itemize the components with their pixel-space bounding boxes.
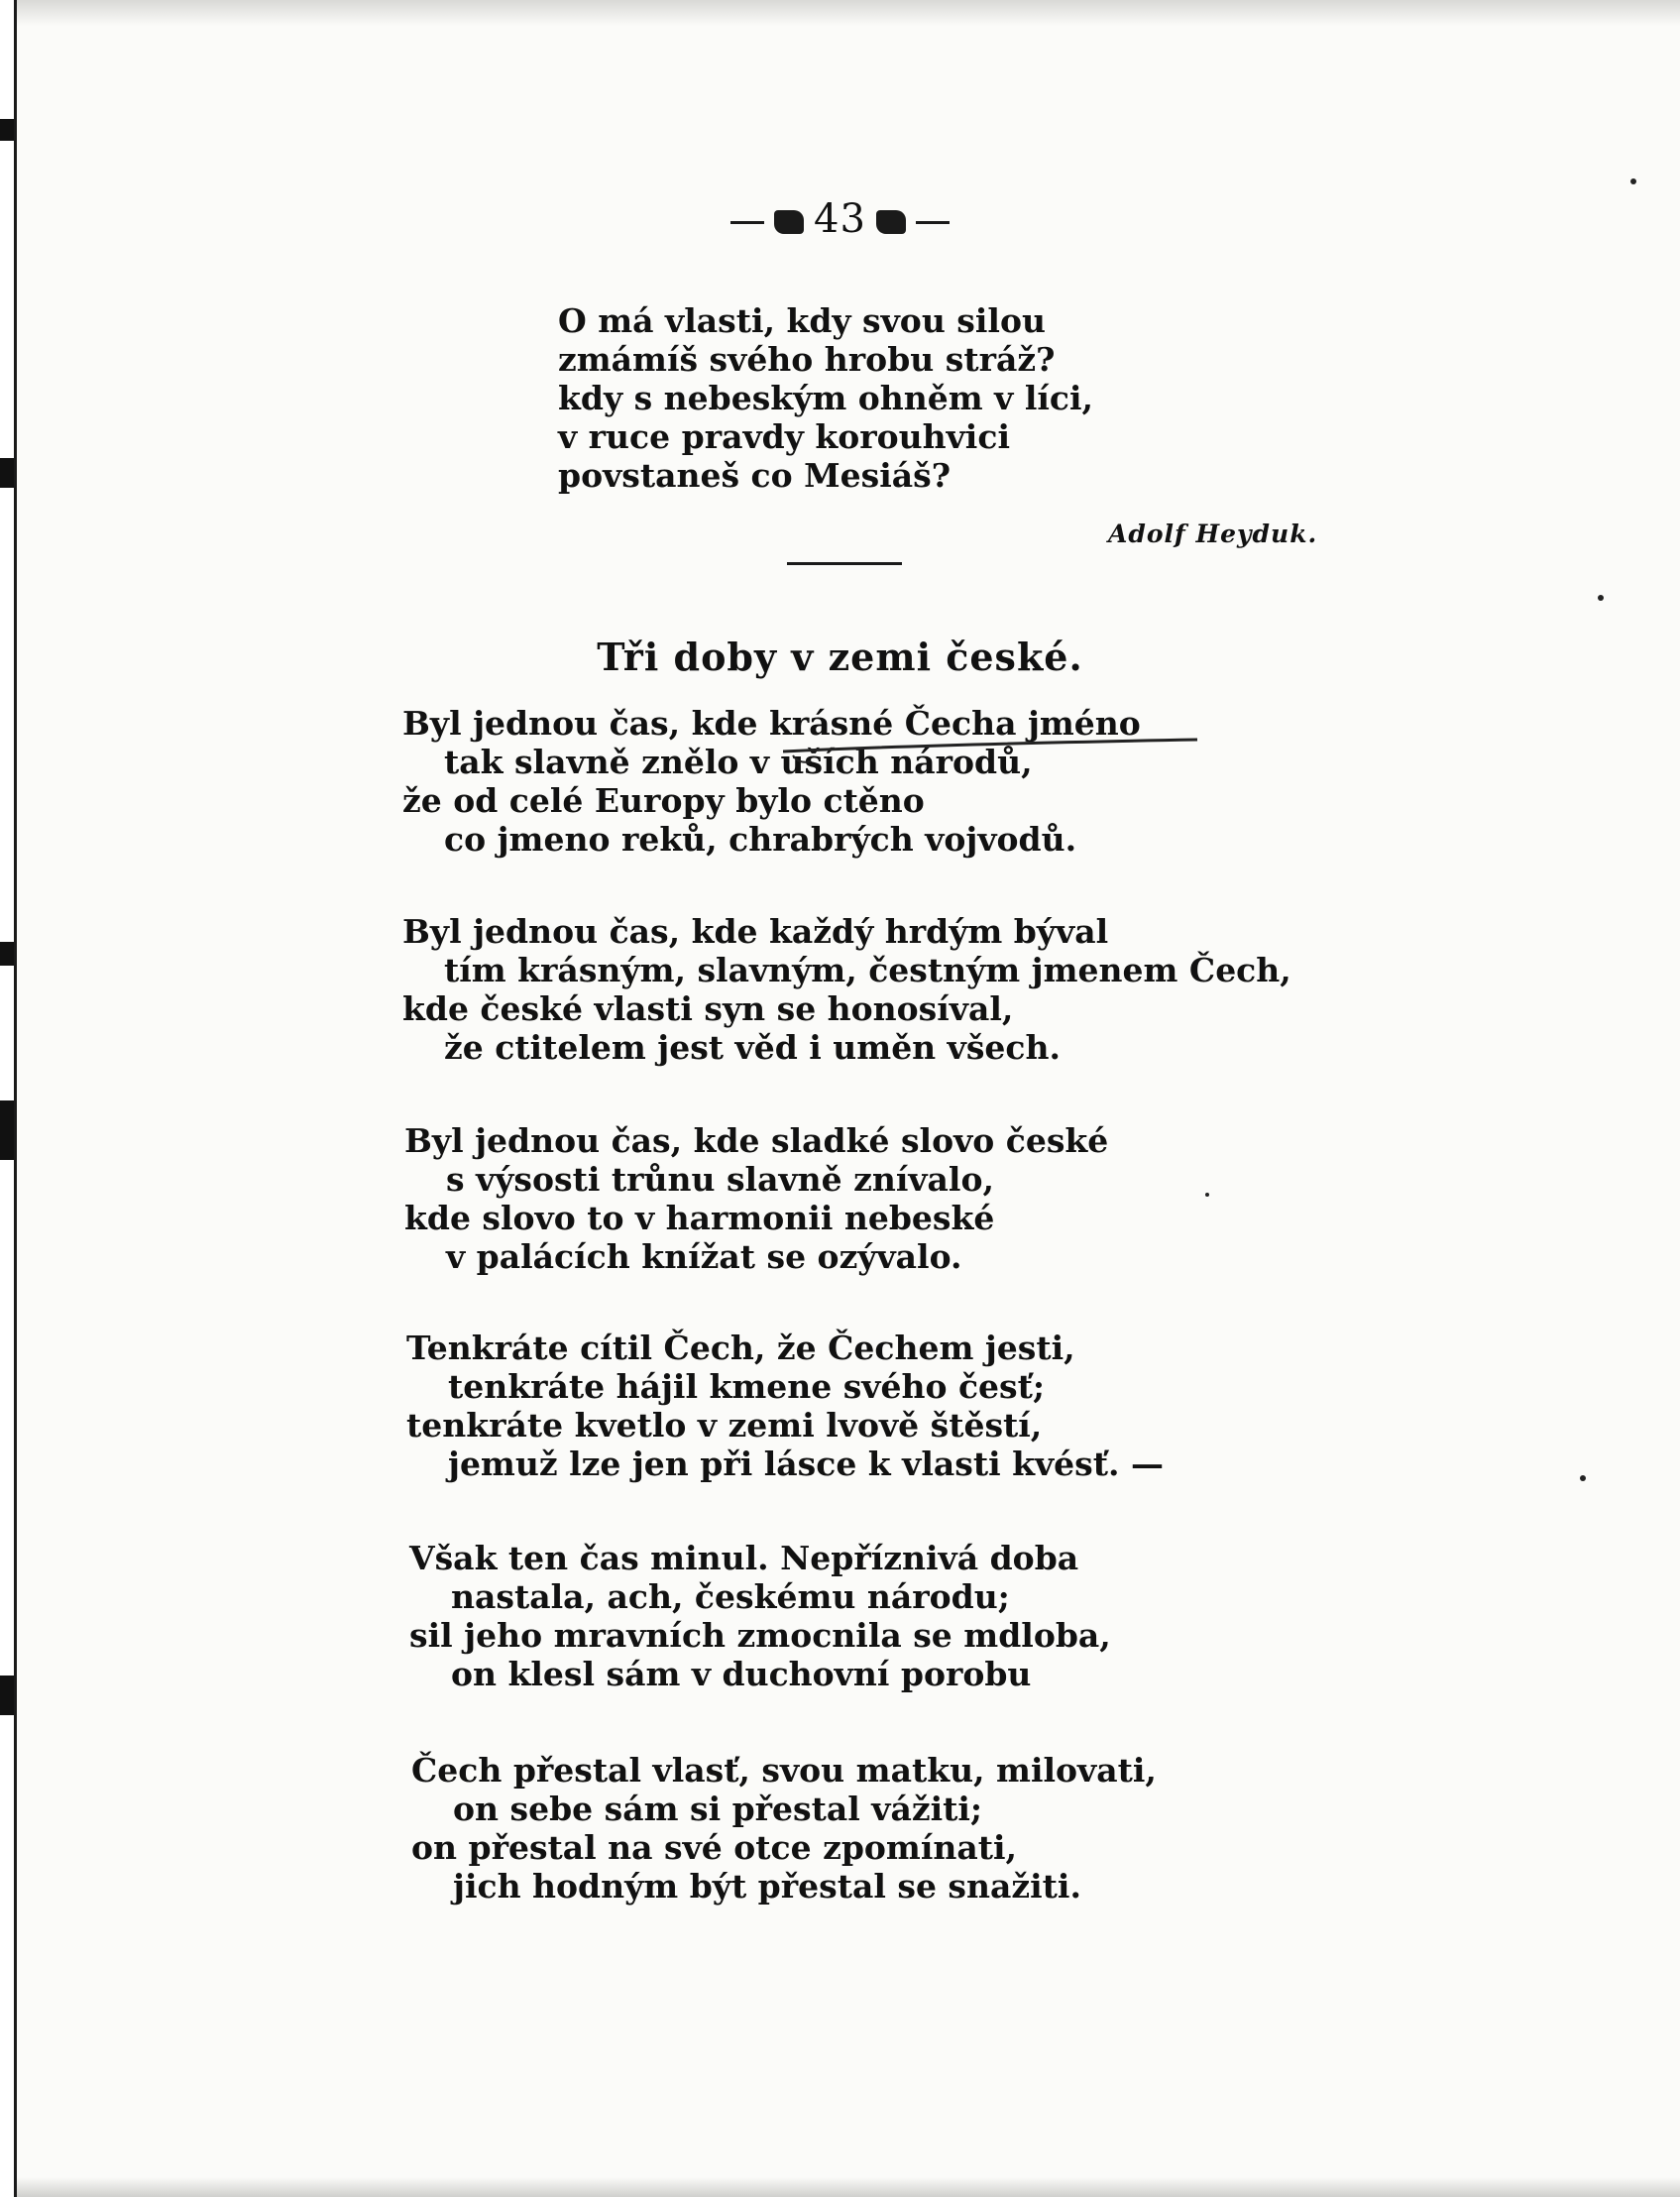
verse-line: Byl jednou čas, kde každý hrdým býval xyxy=(402,912,1109,951)
poem-stanza-6 xyxy=(411,1751,1157,1906)
verse-line: jich hodným být přestal se snažiti. xyxy=(453,1867,1081,1906)
verse-line: co jmeno reků, chrabrých vojvodů. xyxy=(444,820,1077,859)
page-number-dash xyxy=(730,221,764,224)
scan-speck xyxy=(1580,1475,1586,1481)
verse-line: tenkráte kvetlo v zemi lvově štěstí, xyxy=(406,1406,1043,1445)
verse-line: on klesl sám v duchovní porobu xyxy=(451,1655,1032,1693)
scan-speck xyxy=(1598,595,1604,601)
verse-line: O má vlasti, kdy svou silou xyxy=(558,301,1046,340)
scan-edge-mark xyxy=(0,458,14,488)
verse-line: kdy s nebeským ohněm v líci, xyxy=(558,379,1094,417)
verse-line: tak slavně znělo v uších národů, xyxy=(444,743,1033,781)
verse-line: kde české vlasti syn se honosíval, xyxy=(402,989,1014,1028)
verse-line: v palácích knížat se ozývalo. xyxy=(446,1237,962,1276)
verse-line: že od celé Europy bylo ctěno xyxy=(402,781,925,820)
verse-line: zmámíš svého hrobu stráž? xyxy=(558,340,1056,379)
verse-line: tím krásným, slavným, čestným jmenem Čech, xyxy=(444,951,1291,989)
scan-bottom-edge xyxy=(0,2177,1680,2197)
scan-left-edge xyxy=(0,0,17,2197)
pencil-underline-mark xyxy=(783,726,1199,765)
verse-line: kde slovo to v harmonii nebeské xyxy=(404,1199,995,1237)
verse-line: tenkráte hájil kmene svého česť; xyxy=(448,1367,1046,1406)
poem-stanza-3 xyxy=(404,1121,1108,1276)
scan-edge-mark xyxy=(0,119,14,141)
section-divider xyxy=(787,562,902,565)
scan-top-edge xyxy=(0,0,1680,26)
verse-line: on přestal na své otce zpomínati, xyxy=(411,1828,1018,1867)
page-number-value: 43 xyxy=(814,196,866,242)
verse-line: nastala, ach, českému národu; xyxy=(451,1577,1010,1616)
verse-line: jemuž lze jen při lásce k vlasti kvésť. — xyxy=(448,1445,1164,1483)
author-signature: Adolf Heyduk. xyxy=(1108,520,1318,548)
ornament-left-icon xyxy=(774,210,804,234)
verse-line: v ruce pravdy korouhvici xyxy=(558,417,1010,456)
scan-speck xyxy=(1630,178,1636,184)
verse-line: Byl jednou čas, kde krásné Čecha jméno xyxy=(402,704,1141,743)
ornament-right-icon xyxy=(876,210,906,234)
poem-stanza-2 xyxy=(402,912,1291,1067)
scan-edge-mark xyxy=(0,942,14,966)
verse-line: s výsosti trůnu slavně znívalo, xyxy=(446,1160,994,1199)
verse-line: sil jeho mravních zmocnila se mdloba, xyxy=(409,1616,1111,1655)
verse-line: on sebe sám si přestal vážiti; xyxy=(453,1790,983,1828)
scan-speck xyxy=(1205,1193,1209,1197)
verse-line: Čech přestal vlasť, svou matku, milovati, xyxy=(411,1751,1157,1790)
poem-stanza-5 xyxy=(409,1539,1111,1693)
page-number-dash xyxy=(916,221,950,224)
verse-line: povstaneš co Mesiáš? xyxy=(558,456,952,495)
scan-edge-mark xyxy=(0,1676,14,1715)
scan-edge-mark xyxy=(0,1100,14,1160)
verse-line: že ctitelem jest věd i uměn všech. xyxy=(444,1028,1061,1067)
poem-stanza-4 xyxy=(406,1329,1164,1483)
verse-line: Však ten čas minul. Nepříznivá doba xyxy=(409,1539,1079,1577)
page-number xyxy=(0,196,1680,242)
verse-line: Tenkráte cítil Čech, že Čechem jesti, xyxy=(406,1329,1075,1367)
previous-poem-stanza xyxy=(558,301,1093,495)
verse-line: Byl jednou čas, kde sladké slovo české xyxy=(404,1121,1109,1160)
poem-title: Tři doby v zemi české. xyxy=(597,635,1083,679)
